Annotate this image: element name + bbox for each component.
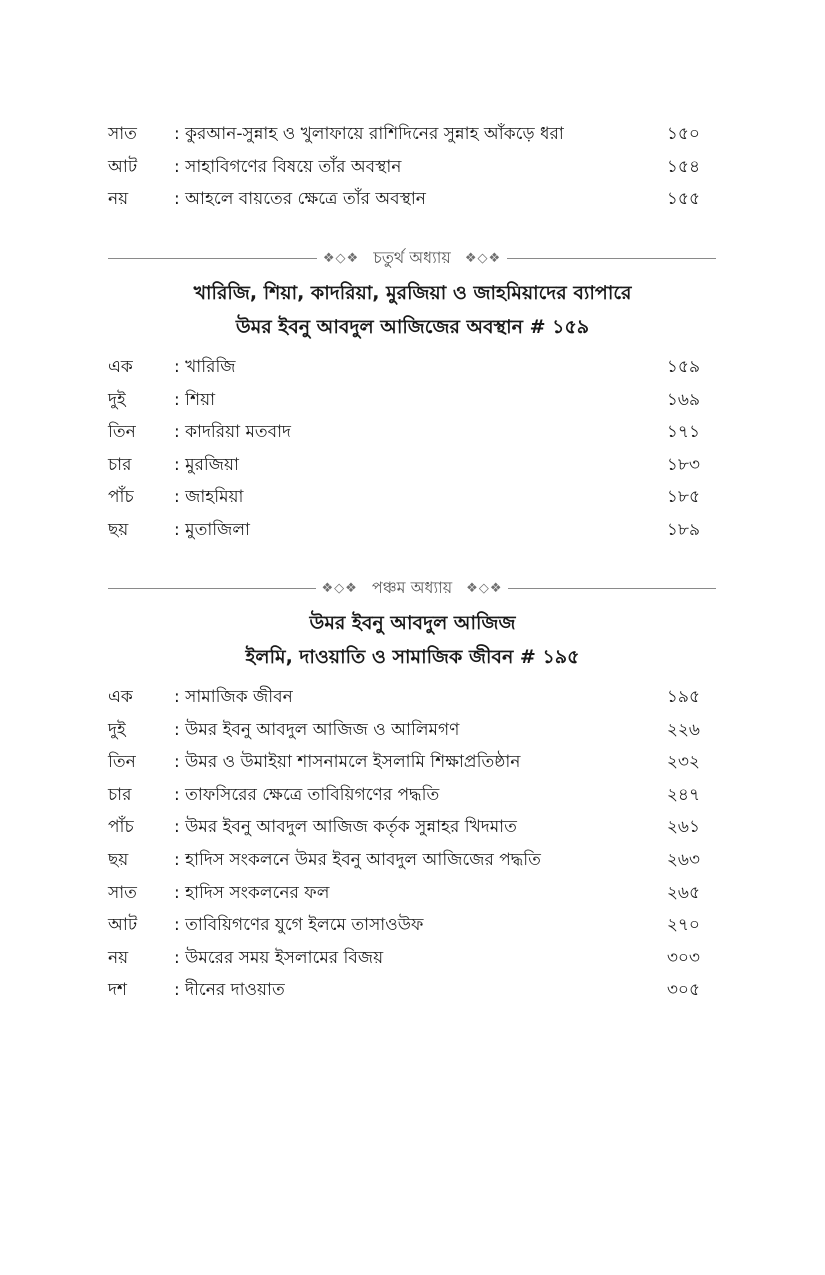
toc-entry <box>108 351 700 384</box>
entry-number: চার <box>108 454 132 475</box>
toc-entry <box>108 942 700 975</box>
entry-title: : উমর ও উমাইয়া শাসনামলে ইসলামি শিক্ষাপ্রতিষ্ঠান <box>174 746 520 779</box>
chapter-5-label: পঞ্চম অধ্যায় <box>371 577 453 597</box>
entry-title: : মুরজিয়া <box>174 449 239 482</box>
entry-number: এক <box>108 687 133 707</box>
entry-number: পাঁচ <box>108 817 134 838</box>
chapter-5-toc-list <box>108 681 700 1007</box>
entry-title: : শিয়া <box>174 384 215 417</box>
toc-entry <box>108 746 700 779</box>
entry-number: নয় <box>108 947 129 968</box>
entry-number: আট <box>108 156 138 177</box>
entry-number: তিন <box>108 752 136 773</box>
entry-page: ১৮৯ <box>666 519 700 540</box>
entry-title: : আহলে বায়তের ক্ষেত্রে তাঁর অবস্থান <box>174 183 426 216</box>
toc-entry <box>108 151 700 184</box>
chapter-4-heading-line-1: খারিজি, শিয়া, কাদরিয়া, মুরজিয়া ও জাহমিয়াদের ব্যাপারে <box>193 282 632 304</box>
entry-title: : দীনের দাওয়াত <box>174 974 285 1007</box>
entry-page: ১৫৯ <box>666 357 700 377</box>
diamond-ornament-icon: ❖◇❖ <box>464 250 502 266</box>
entry-number: দশ <box>108 980 127 1001</box>
toc-entry <box>108 514 700 547</box>
entry-number: ছয় <box>108 519 129 540</box>
entry-page: ৩০৩ <box>666 947 700 968</box>
entry-title: : উমর ইবনু আবদুল আজিজ কর্তৃক সুন্নাহর খিদমাত <box>174 811 517 844</box>
toc-entry <box>108 681 700 714</box>
entry-number: নয় <box>108 189 129 210</box>
toc-entry <box>108 481 700 514</box>
entry-title: : সাহাবিগণের বিষয়ে তাঁর অবস্থান <box>174 151 401 184</box>
entry-number: সাত <box>108 124 137 144</box>
entry-number: ছয় <box>108 849 129 870</box>
toc-entry <box>108 449 700 482</box>
entry-title: : তাফসিরের ক্ষেত্রে তাবিয়িগণের পদ্ধতি <box>174 779 439 812</box>
entry-page: ২৩২ <box>666 752 700 773</box>
divider-line-right <box>508 588 716 589</box>
entry-title: : তাবিয়িগণের যুগে ইলমে তাসাওউফ <box>174 909 423 942</box>
entry-title: : উমরের সময় ইসলামের বিজয় <box>174 942 383 975</box>
entry-title: : হাদিস সংকলনের ফল <box>174 877 329 910</box>
chapter-4-heading-line-2: উমর ইবনু আবদুল আজিজের অবস্থান # ১৫৯ <box>235 316 590 338</box>
entry-page: ১৫৫ <box>666 189 700 210</box>
entry-number: এক <box>108 357 133 377</box>
entry-number: দুই <box>108 719 126 740</box>
entry-page: ২৬৫ <box>666 882 700 903</box>
entry-title: : সামাজিক জীবন <box>174 681 293 714</box>
diamond-ornament-icon: ❖◇❖ <box>321 580 358 596</box>
chapter-5-heading-line-1: উমর ইবনু আবদুল আজিজ <box>309 612 516 634</box>
entry-page: ২৭০ <box>666 915 700 936</box>
entry-page: ১৯৫ <box>666 687 700 707</box>
entry-number: আট <box>108 915 138 936</box>
entry-title: : জাহমিয়া <box>174 481 243 514</box>
entry-page: ১৮৩ <box>666 454 700 475</box>
chapter-4-toc-list <box>108 351 700 547</box>
entry-title: : কুরআন-সুন্নাহ ও খুলাফায়ে রাশিদিনের সুন্নাহ আঁকড়ে ধরা <box>174 118 564 151</box>
entry-number: তিন <box>108 422 136 443</box>
entry-page: ১৫৪ <box>666 156 700 177</box>
entry-number: দুই <box>108 389 126 410</box>
entry-title: : উমর ইবনু আবদুল আজিজ ও আলিমগণ <box>174 714 459 747</box>
entry-number: পাঁচ <box>108 487 134 508</box>
toc-entry <box>108 118 700 151</box>
entry-title: : কাদরিয়া মতবাদ <box>174 416 291 449</box>
entry-page: ২৬১ <box>666 817 700 838</box>
entry-page: ১৭১ <box>666 422 700 443</box>
entry-number: সাত <box>108 882 137 903</box>
toc-entry <box>108 779 700 812</box>
chapter-5-divider <box>108 576 716 600</box>
toc-entry <box>108 844 700 877</box>
toc-list-continued <box>108 118 700 216</box>
toc-entry <box>108 714 700 747</box>
chapter-5-heading-line-2: ইলমি, দাওয়াতি ও সামাজিক জীবন # ১৯৫ <box>245 646 580 668</box>
toc-entry <box>108 183 700 216</box>
diamond-ornament-icon: ❖◇❖ <box>322 250 360 266</box>
entry-page: ১৮৫ <box>666 487 700 508</box>
chapter-4-divider <box>108 246 716 270</box>
toc-entry <box>108 974 700 1007</box>
entry-page: ২২৬ <box>666 719 700 740</box>
diamond-ornament-icon: ❖◇❖ <box>466 580 503 596</box>
entry-page: ১৬৯ <box>666 389 700 410</box>
entry-page: ২৬৩ <box>666 849 700 870</box>
toc-entry <box>108 909 700 942</box>
entry-title: : হাদিস সংকলনে উমর ইবনু আবদুল আজিজের পদ্ধতি <box>174 844 541 877</box>
entry-title: : খারিজি <box>174 351 236 384</box>
chapter-4-label: চতুর্থ অধ্যায় <box>373 247 451 267</box>
entry-number: চার <box>108 784 132 805</box>
toc-entry <box>108 811 700 844</box>
toc-entry <box>108 877 700 910</box>
entry-page: ২৪৭ <box>666 784 700 805</box>
divider-line-left <box>108 258 317 259</box>
toc-entry <box>108 384 700 417</box>
divider-line-left <box>108 588 316 589</box>
entry-page: ১৫০ <box>666 124 700 144</box>
entry-title: : মুতাজিলা <box>174 514 250 547</box>
entry-page: ৩০৫ <box>666 980 700 1001</box>
divider-line-right <box>507 258 716 259</box>
toc-entry <box>108 416 700 449</box>
